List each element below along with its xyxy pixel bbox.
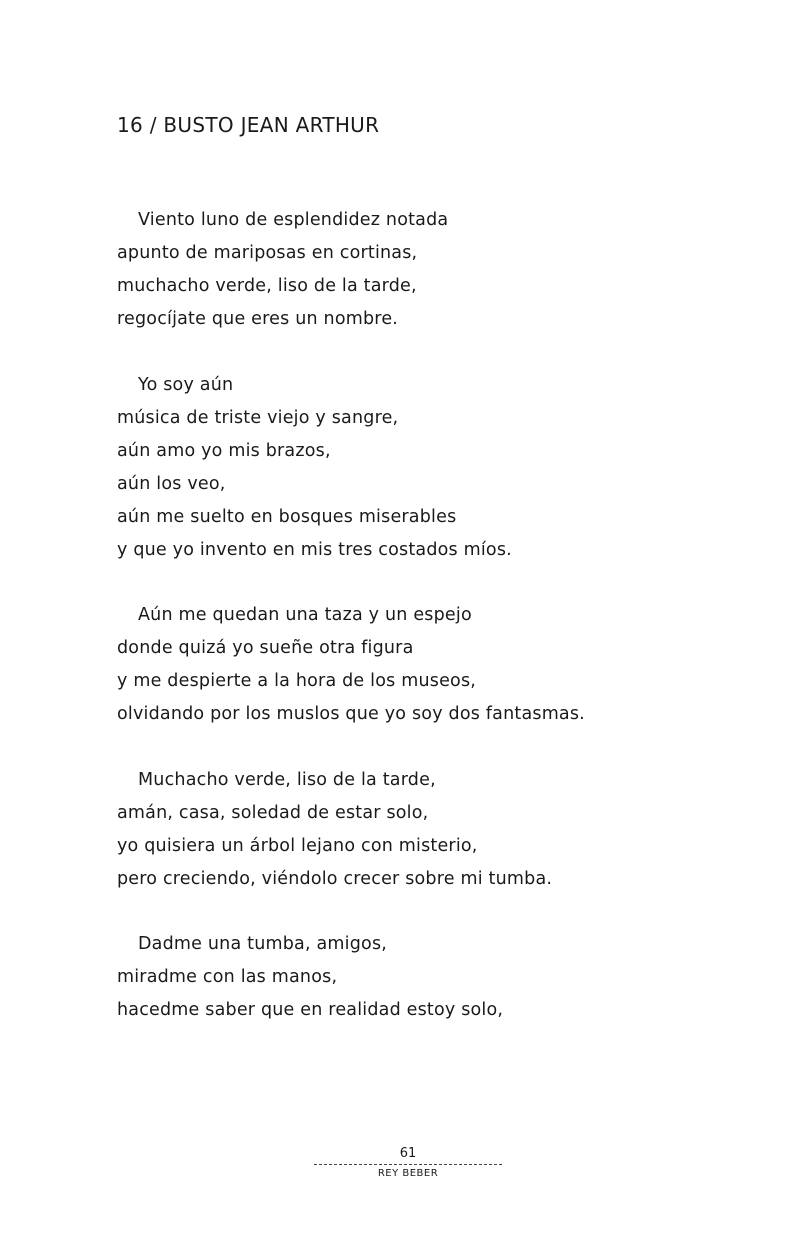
poem-line: amán, casa, soledad de estar solo, xyxy=(117,802,429,823)
stanza-4 xyxy=(117,764,737,896)
poem-line: yo quisiera un árbol lejano con misterio, xyxy=(117,835,478,856)
footer-text: REY BEBER xyxy=(377,1168,439,1179)
poem-line: Muchacho verde, liso de la tarde, xyxy=(138,769,436,790)
poem-line: aún me suelto en bosques miserables xyxy=(117,506,457,527)
poem-line: apunto de mariposas en cortinas, xyxy=(117,243,418,263)
poem-line: música de triste viejo y sangre, xyxy=(117,407,399,428)
poem-line: miradme con las manos, xyxy=(117,967,338,988)
stanza-2 xyxy=(117,369,737,567)
poem-line: olvidando por los muslos que yo soy dos fantasmas. xyxy=(117,704,585,725)
poem-line: aún los veo, xyxy=(117,473,226,494)
poem-line: y me despierte a la hora de los museos, xyxy=(117,671,477,692)
poem-line: hacedme saber que en realidad estoy solo, xyxy=(117,1000,504,1021)
poem-line: regocíjate que eres un nombre. xyxy=(117,309,399,329)
poem-line: muchacho verde, liso de la tarde, xyxy=(117,276,417,296)
stanza-3 xyxy=(117,599,737,731)
poem-line: y que yo invento en mis tres costados míos. xyxy=(117,539,512,560)
page-footer xyxy=(310,1145,506,1180)
footer-divider xyxy=(314,1164,502,1165)
poem-line: aún amo yo mis brazos, xyxy=(117,440,331,461)
poem-line: Yo soy aún xyxy=(138,374,234,395)
poem-body xyxy=(117,204,737,1060)
page-title: 16 / BUSTO JEAN ARTHUR xyxy=(117,113,380,137)
page-number: 61 xyxy=(399,1146,417,1161)
poem-line: donde quizá yo sueñe otra figura xyxy=(117,638,414,659)
poem-line: Aún me quedan una taza y un espejo xyxy=(138,605,472,626)
poem-line: Dadme una tumba, amigos, xyxy=(138,934,388,955)
poem-line: pero creciendo, viéndolo crecer sobre mi tumba. xyxy=(117,868,553,889)
poem-line: Viento luno de esplendidez notada xyxy=(138,210,449,230)
stanza-5 xyxy=(117,928,737,1027)
stanza-1 xyxy=(117,204,737,336)
